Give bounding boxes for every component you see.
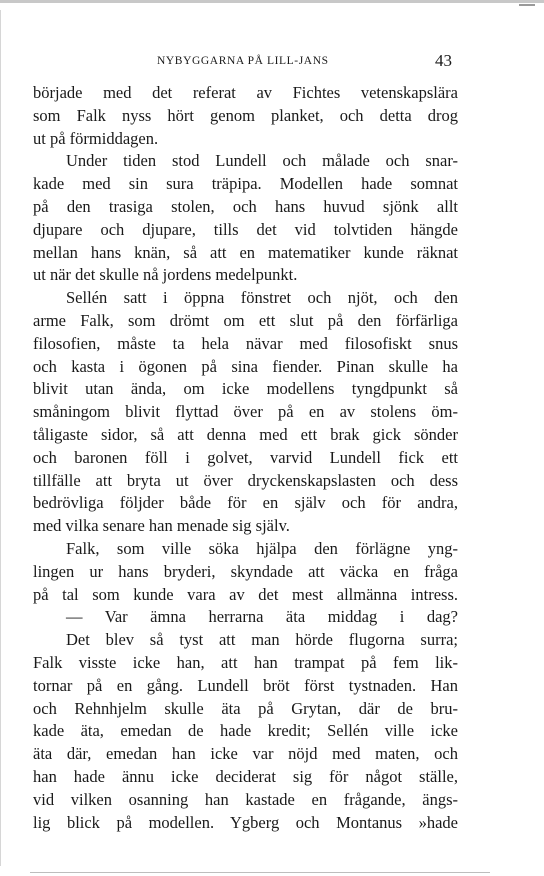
text-line: Det blev så tyst att man hörde flugorna surra; bbox=[66, 630, 458, 650]
text-line: på den trasiga stolen, och hans huvud sjönk allt bbox=[33, 196, 458, 216]
text-line: äta där, emedan han icke var nöjd med maten, och bbox=[33, 744, 458, 764]
text-line: tornar på en gång. Lundell bröt först tystnaden. Han bbox=[33, 675, 458, 695]
text-line: tåligaste sidor, så att denna med ett brak gick sönder bbox=[33, 424, 458, 444]
text-line: kade med sin sura träpipa. Modellen hade somnat bbox=[33, 174, 458, 194]
text-line: och Rehnhjelm skulle äta på Grytan, där de bru- bbox=[33, 698, 458, 718]
text-line: Under tiden stod Lundell och målade och snar- bbox=[66, 151, 458, 171]
page-top-edge bbox=[0, 0, 544, 3]
page-number: 43 bbox=[435, 51, 452, 70]
text-line: ut när det skulle nå jordens medelpunkt. bbox=[33, 265, 298, 285]
text-line: mellan hans knän, så att en matematiker kunde räknat bbox=[33, 242, 458, 262]
text-line: bedrövliga följder både för en själv och för andra, bbox=[33, 493, 458, 513]
text-line: lingen ur hans bryderi, skyndade att väcka en fråga bbox=[33, 561, 458, 581]
text-line: ut på förmiddagen. bbox=[33, 128, 159, 148]
text-line: arme Falk, som drömt om ett slut på den förfärliga bbox=[33, 310, 458, 330]
text-line: Falk visste icke han, att han trampat på fem lik- bbox=[33, 652, 458, 672]
text-line: började med det referat av Fichtes vetenskapslära bbox=[33, 83, 458, 102]
text-line: på tal som kunde vara av det mest allmänna intress. bbox=[33, 584, 458, 604]
text-line: som Falk nyss hört genom planket, och detta drog bbox=[33, 105, 458, 125]
body-text bbox=[33, 82, 458, 834]
page-left-edge bbox=[0, 10, 1, 866]
text-line: — Var ämna herrarna äta middag i dag? bbox=[66, 607, 458, 627]
text-line: och baronen föll i golvet, varvid Lundell fick ett bbox=[33, 447, 458, 467]
page-header bbox=[0, 52, 544, 72]
text-line: småningom blivit flyttad över på en av stolens öm- bbox=[33, 402, 458, 422]
text-line: kade äta, emedan de hade kredit; Sellén ville icke bbox=[33, 721, 458, 741]
text-line: och kasta i ögonen på sina fiender. Pinan skulle ha bbox=[33, 356, 458, 376]
text-line: tillfälle att bryta ut över dryckenskapslasten och dess bbox=[33, 470, 458, 490]
text-line: med vilka senare han menade sig själv. bbox=[33, 516, 290, 536]
page-bottom-edge bbox=[30, 872, 490, 873]
text-line: filosofien, måste ta hela nävar med filosofiskt snus bbox=[33, 333, 458, 353]
corner-mark bbox=[519, 4, 535, 6]
text-line: Sellén satt i öppna fönstret och njöt, och den bbox=[66, 288, 458, 308]
text-line: djupare och djupare, tills det vid tolvtiden hängde bbox=[33, 219, 458, 239]
running-head: NYBYGGARNA PÅ LILL-JANS bbox=[157, 55, 329, 67]
text-line: han hade ännu icke deciderat sig för något ställe, bbox=[33, 766, 458, 786]
text-line: lig blick på modellen. Ygberg och Montanus »hade bbox=[33, 812, 458, 832]
text-line: Falk, som ville söka hjälpa den förlägne yng- bbox=[66, 538, 458, 558]
text-line: blivit utan ända, om icke modellens tyngdpunkt så bbox=[33, 379, 458, 399]
text-line: vid vilken osanning han kastade en frågande, ängs- bbox=[33, 789, 458, 809]
